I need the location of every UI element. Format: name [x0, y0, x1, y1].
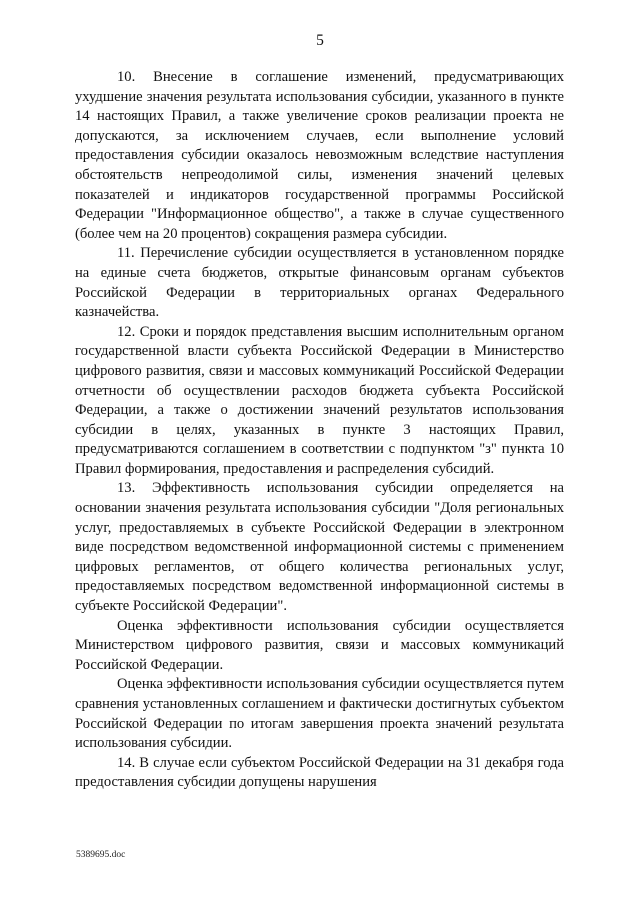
document-file-code: 5389695.doc [76, 850, 126, 860]
paragraph-13-evaluation-authority: Оценка эффективности использования субсидии осуществляется Министерством цифрового развития, связи и массовых коммуникаций Российской Федерации. [75, 617, 564, 673]
paragraph-12: 12. Сроки и порядок представления высшим исполнительным органом государственной власти субъекта Российской Федерации в Министерство цифрового развития, связи и массовых коммуникаций Российской Федерации отчетности об осуществлении расходов бюджета субъекта Российской Федерации, а также о достижении значений результатов использования субсидии в целях, указанных в пункте 3 настоящих Правил, предусматриваются соглашением в соответствии с подпунктом "з" пункта 10 Правил формирования, предоставления и распределения субсидий. [75, 323, 564, 477]
document-body [75, 68, 564, 793]
paragraph-14: 14. В случае если субъектом Российской Федерации на 31 декабря года предоставления субсидии допущены нарушения [75, 754, 564, 791]
paragraph-13: 13. Эффективность использования субсидии определяется на основании значения результата использования субсидии "Доля региональных услуг, предоставляемых в субъекте Российской Федерации в электронном виде посредством ведомственной информационной системы с применением цифровых регламентов, от общего количества региональных услуг, предоставляемых посредством ведомственной информационной системы в субъекте Российской Федерации". [75, 480, 564, 615]
page-number: 5 [316, 32, 324, 49]
paragraph-13-evaluation-method: Оценка эффективности использования субсидии осуществляется путем сравнения установленных соглашением и фактически достигнутых субъектом Российской Федерации по итогам завершения проекта значений результата использования субсидии. [75, 676, 564, 752]
paragraph-11: 11. Перечисление субсидии осуществляется в установленном порядке на единые счета бюджетов, открытые финансовым органам субъектов Российской Федерации в территориальных органах Федерального казначейства. [75, 245, 564, 321]
paragraph-10: 10. Внесение в соглашение изменений, предусматривающих ухудшение значения результата использования субсидии, указанного в пункте 14 настоящих Правил, а также увеличение сроков реализации проекта не допускаются, за исключением случаев, если выполнение условий предоставления субсидии оказалось невозможным вследствие наступления обстоятельств непреодолимой силы, изменения значений целевых показателей и индикаторов государственной программы Российской Федерации "Информационное общество", а также в случае существенного (более чем на 20 процентов) сокращения размера субсидии. [75, 69, 564, 242]
